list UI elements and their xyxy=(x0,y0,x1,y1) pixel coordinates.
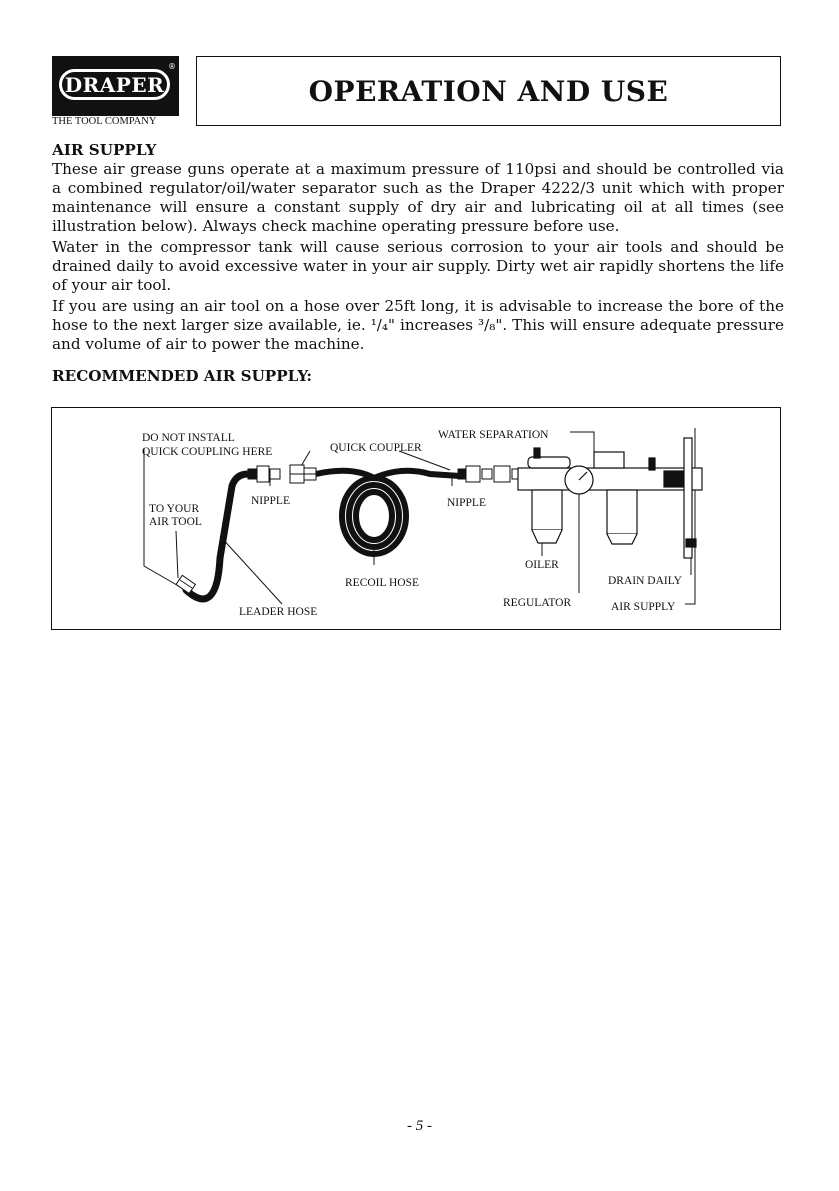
label-regulator: REGULATOR xyxy=(503,597,572,609)
label-oiler: OILER xyxy=(525,559,559,571)
left-coupling xyxy=(248,465,316,483)
leader-line-leader-hose xyxy=(220,536,282,604)
registered-mark: ® xyxy=(168,62,176,71)
logo-badge xyxy=(52,56,179,116)
label-nipple-left: NIPPLE xyxy=(251,495,290,507)
right-coupling xyxy=(458,466,522,482)
logo-oval xyxy=(59,69,170,100)
label-leader-hose: LEADER HOSE xyxy=(239,606,318,618)
label-nipple-right: NIPPLE xyxy=(447,497,486,509)
air-supply-heading: AIR SUPPLY xyxy=(52,141,157,159)
recommended-heading: RECOMMENDED AIR SUPPLY: xyxy=(52,367,312,385)
page-title-box xyxy=(196,56,781,126)
air-supply-diagram xyxy=(51,407,781,630)
leader-line-to-your-air-tool xyxy=(176,531,178,578)
content xyxy=(52,141,784,386)
label-air-tool: AIR TOOL xyxy=(149,516,202,528)
leader-hose xyxy=(186,474,248,599)
page-title: OPERATION AND USE xyxy=(308,74,669,108)
label-drain-daily: DRAIN DAILY xyxy=(608,575,682,587)
recoil-hose-tail xyxy=(316,471,460,478)
paragraph: If you are using an air tool on a hose over 25ft long, it is advisable to increase the bore of the hose to the next larger size available, ie. ¹/₄" increases ³/₈". This will ensure adequate pressure and volume of air to power the machine. xyxy=(52,297,784,353)
paragraph: These air grease guns operate at a maximum pressure of 110psi and should be controlled via a combined regulator/oil/water separator such as the Draper 4222/3 unit which with proper maintenance will ensure a constant supply of dry air and lubricating oil at all times (see illustration below). Always check machine operating pressure before use. xyxy=(52,160,784,235)
leader-line-water-separation xyxy=(570,432,594,460)
diagram-svg xyxy=(52,408,782,631)
frl-unit xyxy=(518,438,702,558)
label-do-not-install: DO NOT INSTALL xyxy=(142,432,235,444)
recoil-hose xyxy=(342,478,406,554)
draper-logo xyxy=(52,56,179,128)
label-recoil-hose: RECOIL HOSE xyxy=(345,577,420,589)
page-number: - 5 - xyxy=(407,1118,432,1134)
label-quick-coupling-here: QUICK COUPLING HERE xyxy=(142,446,273,458)
logo-tagline: THE TOOL COMPANY xyxy=(52,116,157,127)
label-quick-coupler: QUICK COUPLER xyxy=(330,442,422,454)
air-tool-fitting xyxy=(176,575,195,593)
label-to-your: TO YOUR xyxy=(149,503,200,515)
paragraph: Water in the compressor tank will cause serious corrosion to your air tools and should be drained daily to avoid excessive water in your air supply. Dirty wet air rapidly shortens the life of your air tool. xyxy=(52,238,784,294)
label-air-supply: AIR SUPPLY xyxy=(611,601,676,613)
label-water-separation: WATER SEPARATION xyxy=(438,429,549,441)
logo-brand: DRAPER xyxy=(64,72,165,97)
